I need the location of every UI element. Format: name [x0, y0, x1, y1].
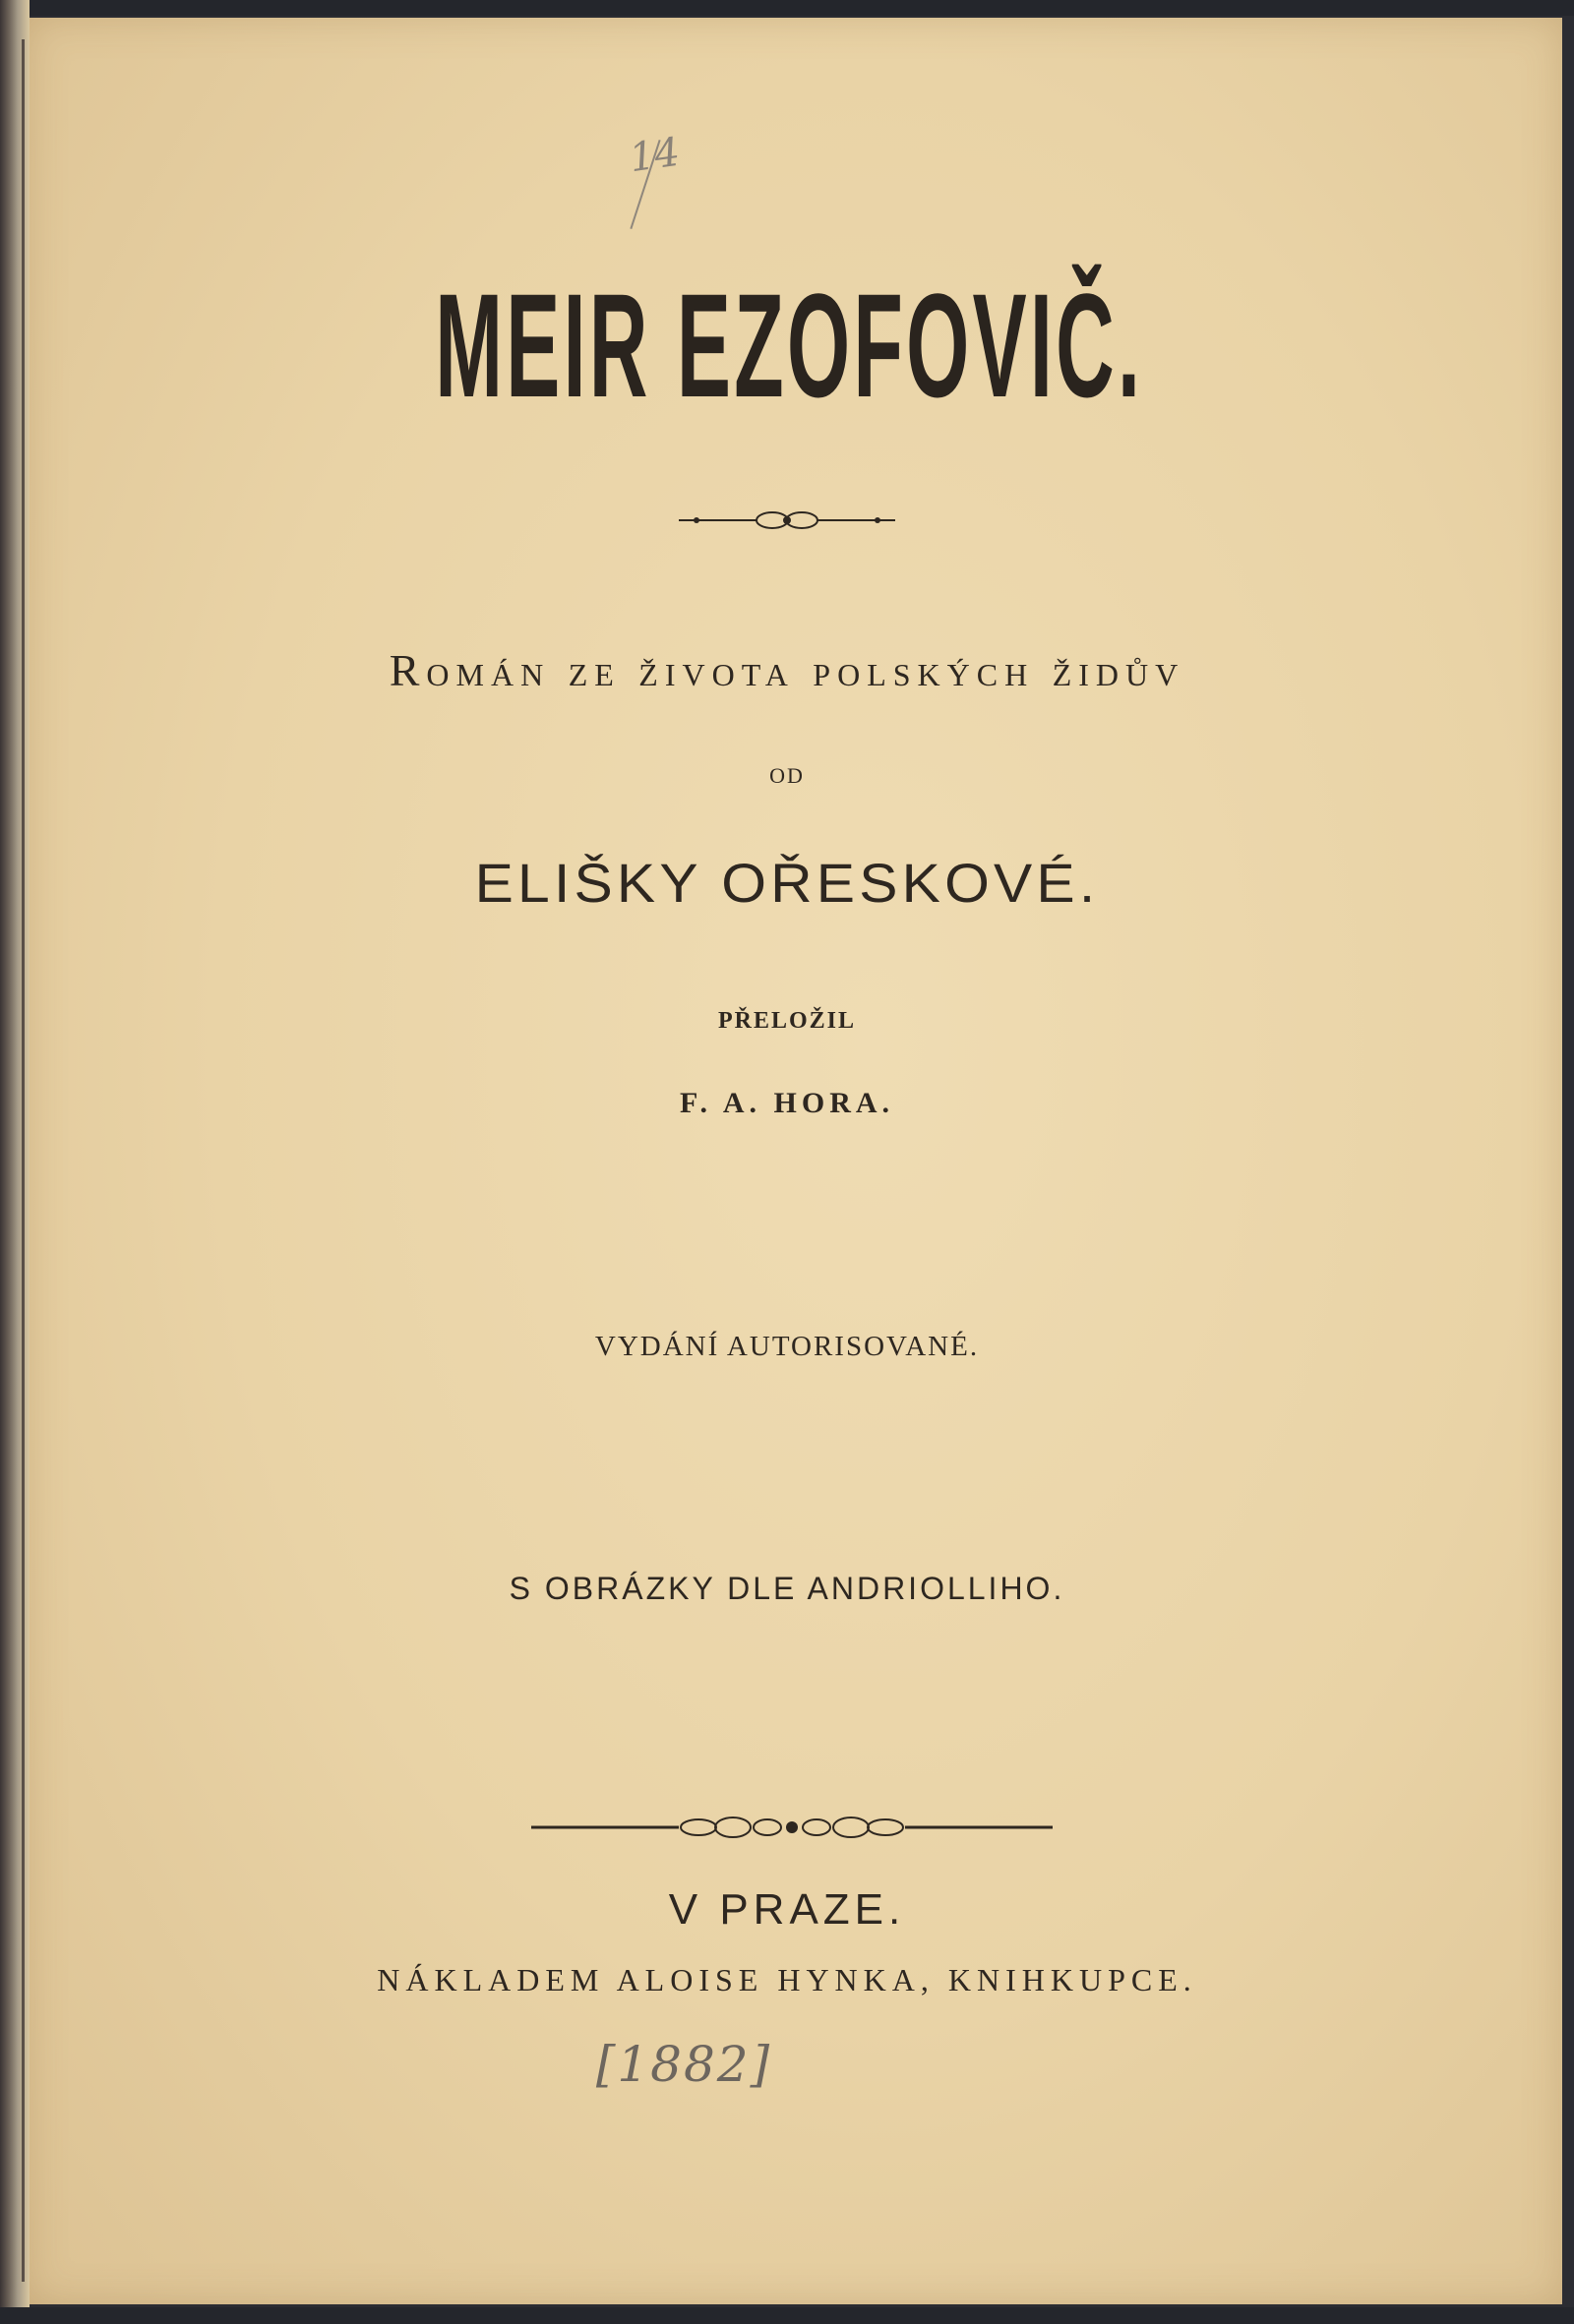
publication-place: V PRAZE.: [668, 1885, 906, 1934]
illustrations-note: S OBRÁZKY DLE ANDRIOLLIHO.: [509, 1571, 1065, 1606]
imprint-ornament: [531, 1810, 1053, 1845]
publisher-line: NÁKLADEM ALOISE HYNKA, KNIHKUPCE.: [377, 1962, 1197, 1997]
edition-note: VYDÁNÍ AUTORISOVANÉ.: [594, 1331, 980, 1362]
book-title: MEIR EZOFOVIČ.: [435, 263, 1144, 428]
by-label: OD: [769, 763, 805, 788]
handwritten-year-note: [1882]: [595, 2036, 772, 2093]
translated-by-label: PŘELOŽIL: [717, 1008, 857, 1034]
spine-gutter-line: [22, 39, 25, 2282]
translator-name: F. A. HORA.: [679, 1087, 895, 1119]
pencil-mark: 14: [627, 129, 683, 182]
bottom-scan-border: [0, 2307, 1574, 2324]
subtitle: Román ze života polských židův: [389, 645, 1185, 695]
top-scan-border: [0, 0, 1574, 16]
author-name: ELIŠKY OŘESKOVÉ.: [474, 852, 1100, 914]
title-ornament: [679, 507, 895, 534]
